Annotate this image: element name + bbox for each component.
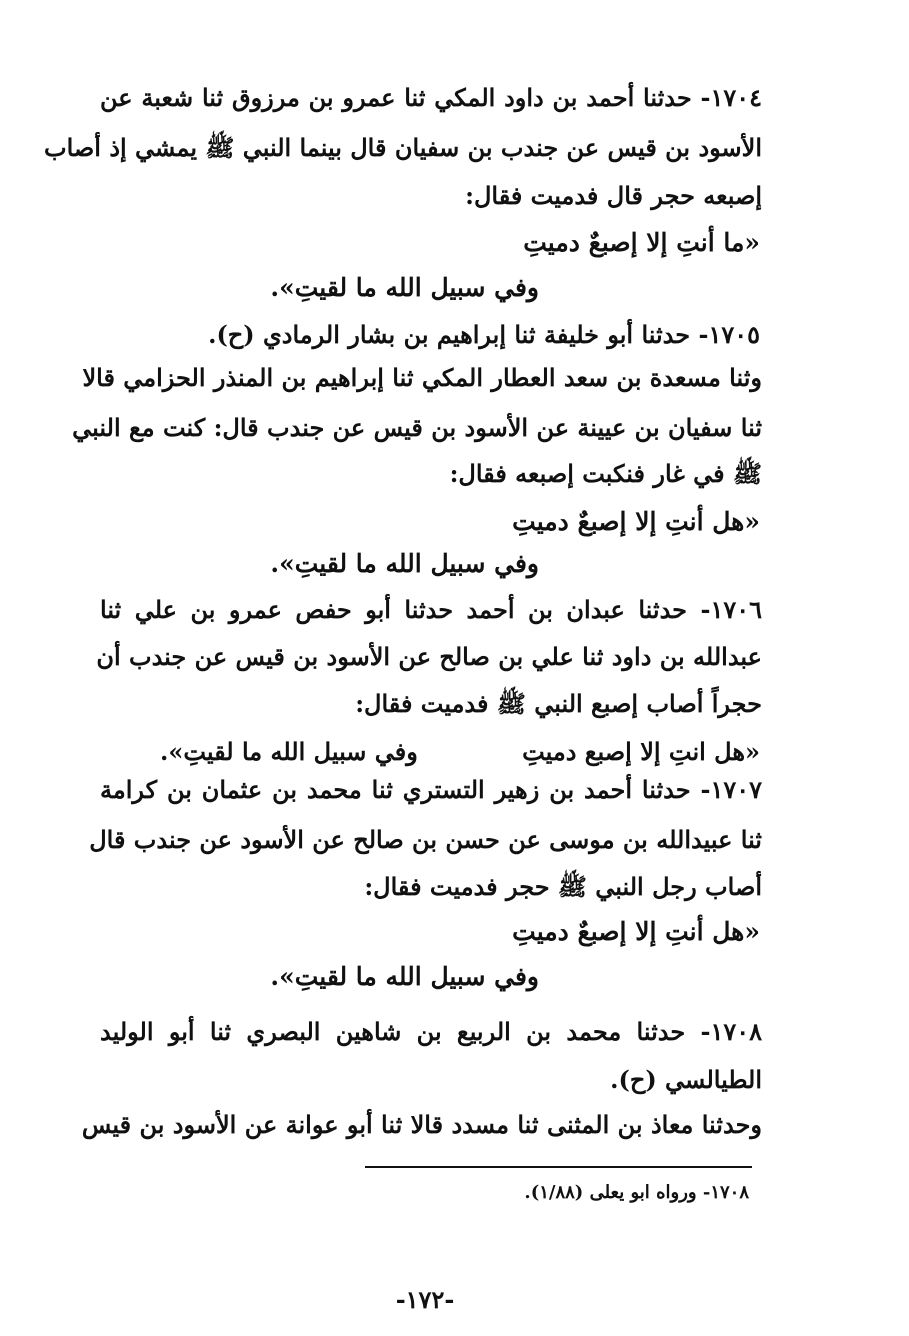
text-line: ١٧٠٤- حدثنا أحمد بن داود المكي ثنا عمرو بن مرزوق ثنا شعبة عن: [100, 83, 762, 112]
text-line: حجراً أصاب إصبع النبي ﷺ فدميت فقال:: [355, 689, 762, 718]
text-line: إصبعه حجر قال فدميت فقال:: [465, 181, 762, 210]
text-line: ثنا عبيدالله بن موسى عن حسن بن صالح عن الأسود عن جندب قال: [89, 825, 762, 854]
footnote-separator: [365, 1166, 752, 1168]
verse-second-hemistich: وفي سبيل الله ما لقيتِ».: [270, 273, 539, 302]
text-line: ١٧٠٦- حدثنا عبدان بن أحمد حدثنا أبو حفص عمرو بن علي ثنا: [100, 595, 762, 624]
text-line: ١٧٠٧- حدثنا أحمد بن زهير التستري ثنا محمد بن عثمان بن كرامة: [100, 775, 763, 804]
verse-first-hemistich: «هل انتِ إلا إصبع دميتِ: [522, 737, 760, 766]
text-line: وثنا مسعدة بن سعد العطار المكي ثنا إبراهيم بن المنذر الحزامي قالا: [82, 363, 762, 392]
verse-second-hemistich: وفي سبيل الله ما لقيتِ».: [270, 549, 539, 578]
text-line: ثنا سفيان بن عيينة عن الأسود بن قيس عن جندب قال: كنت مع النبي: [72, 413, 762, 442]
footnote: ١٧٠٨- ورواه ابو يعلى (١/٨٨).: [524, 1182, 749, 1203]
verse-second-hemistich: وفي سبيل الله ما لقيتِ».: [270, 962, 539, 991]
verse-second-hemistich: وفي سبيل الله ما لقيتِ».: [160, 737, 418, 766]
page-number: -١٧٢-: [395, 1285, 455, 1314]
verse-first-hemistich: «ما أنتِ إلا إصبعٌ دميتِ: [523, 228, 760, 257]
verse-first-hemistich: «هل أنتِ إلا إصبعٌ دميتِ: [512, 507, 760, 536]
text-line: وحدثنا معاذ بن المثنى ثنا مسدد قالا ثنا أبو عوانة عن الأسود بن قيس: [81, 1110, 762, 1139]
verse-first-hemistich: «هل أنتِ إلا إصبعٌ دميتِ: [512, 917, 760, 946]
text-line: أصاب رجل النبي ﷺ حجر فدميت فقال:: [364, 872, 762, 901]
text-line: ١٧٠٨- حدثنا محمد بن الربيع بن شاهين البصري ثنا أبو الوليد: [100, 1017, 762, 1046]
text-line: عبدالله بن داود ثنا علي بن صالح عن الأسود بن قيس عن جندب أن: [96, 642, 762, 671]
text-line: الأسود بن قيس عن جندب بن سفيان قال بينما النبي ﷺ يمشي إذ أصاب: [44, 133, 762, 162]
text-line: ١٧٠٥- حدثنا أبو خليفة ثنا إبراهيم بن بشار الرمادي (ح).: [208, 320, 760, 349]
text-line: ﷺ في غار فنكبت إصبعه فقال:: [449, 459, 762, 488]
text-line: الطيالسي (ح).: [610, 1065, 762, 1094]
